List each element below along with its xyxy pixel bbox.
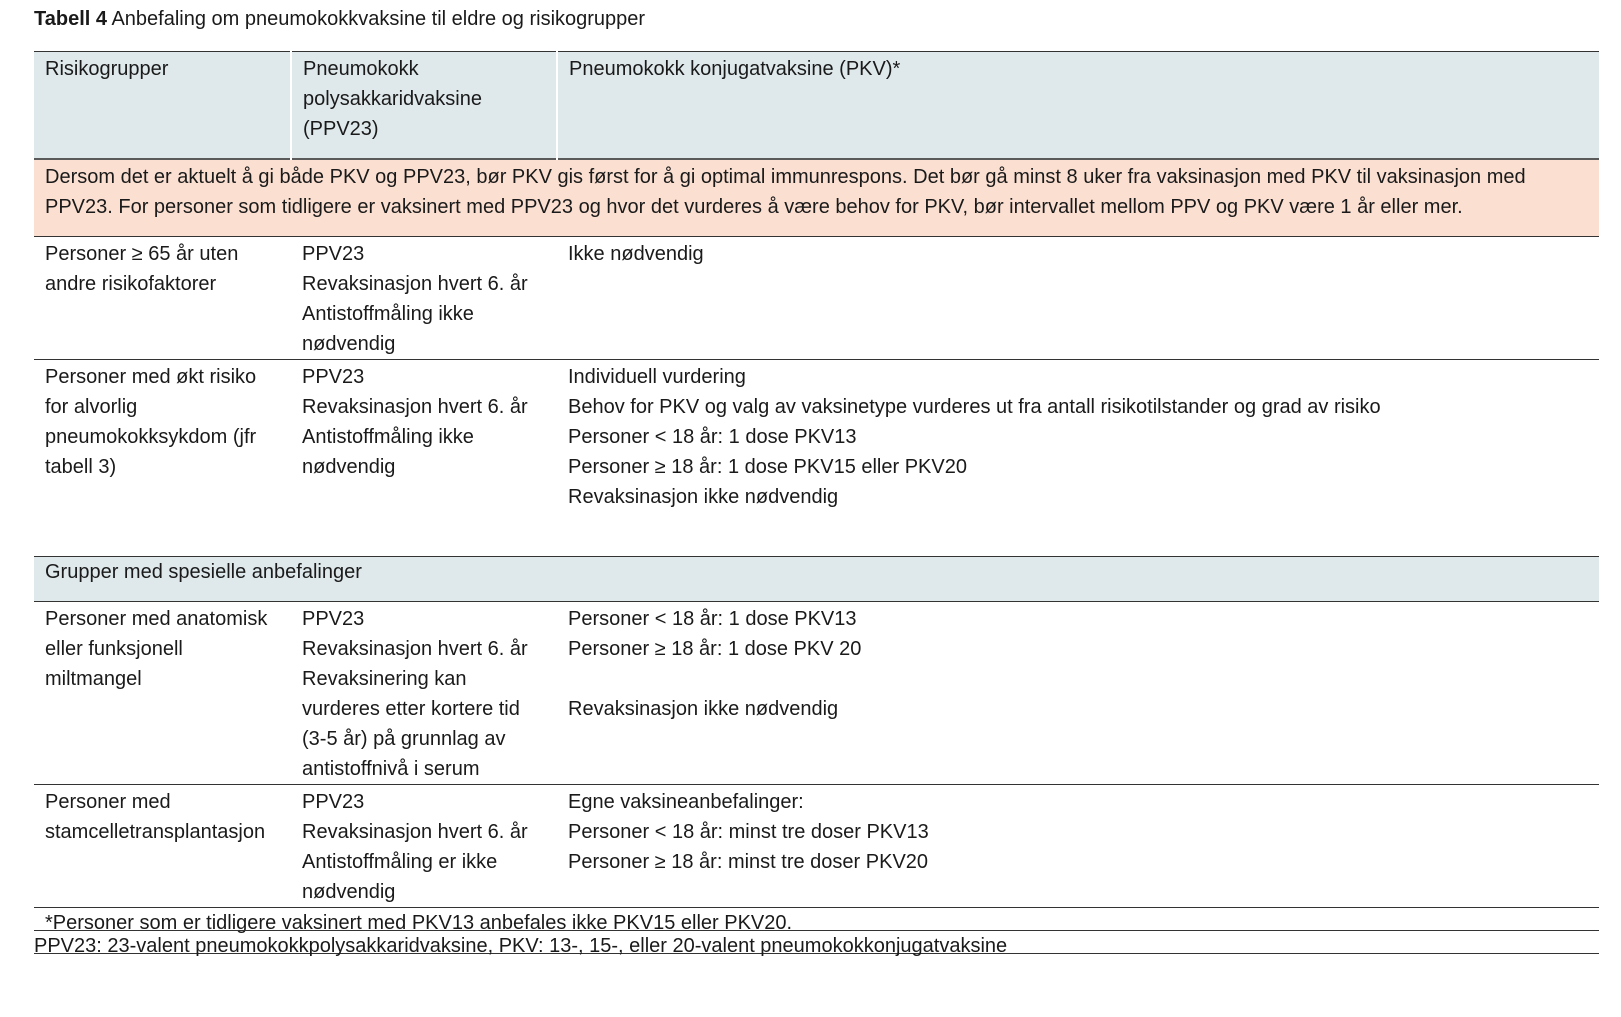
ppv-line: Revaksinering kan vurderes etter kortere tid (3-5 år) på grunnlag av antistoffnivå i serum [302, 668, 520, 780]
risk-group-cell [34, 602, 291, 785]
ppv-cell [291, 785, 557, 908]
special-groups-header-row [34, 557, 1599, 602]
ppv-cell [291, 602, 557, 785]
header-risk-groups: Risikogrupper [34, 52, 291, 160]
pkv-line: Revaksinasjon ikke nødvendig [568, 486, 839, 508]
ppv-cell [291, 360, 557, 557]
risk-group-label: Personer med stamcelletransplantasjon [45, 791, 266, 843]
pkv-line: Individuell vurdering [568, 366, 746, 388]
header-ppv23-label: Pneumokokk polysakkaridvaksine (PPV23) [303, 58, 482, 140]
table-caption [34, 6, 645, 32]
abbreviations-note: PPV23: 23-valent pneumokokkpolysakkaridvaksine, PKV: 13-, 15-, eller 20-valent pneumokokkonjugatvaksine [34, 930, 1599, 961]
pkv-line: Egne vaksineanbefalinger: [568, 791, 804, 813]
pkv-spacer [568, 664, 1589, 694]
ppv-line: Revaksinasjon hvert 6. år [302, 396, 528, 418]
header-pkv: Pneumokokk konjugatvaksine (PKV)* [557, 52, 1599, 160]
table-row [34, 785, 1599, 908]
pkv-line: Personer < 18 år: 1 dose PKV13 [568, 426, 857, 448]
pkv-line: Behov for PKV og valg av vaksinetype vurderes ut fra antall risikotilstander og grad av risiko [568, 396, 1381, 418]
header-ppv23 [291, 52, 557, 160]
recommendation-note: Dersom det er aktuelt å gi både PKV og PPV23, bør PKV gis først for å gi optimal immunrespons. Det bør gå minst 8 uker fra vaksinasjon med PKV til vaksinasjon med PPV23. For personer som tidligere er vaksinert med PPV23 og hvor det vurderes å være behov for PKV, bør intervallet mellom PPV og PKV være 1 år eller mer. [34, 159, 1599, 237]
pkv-cell [557, 237, 1599, 360]
risk-group-label: Personer med økt risiko for alvorlig pneumokokksykdom (jfr tabell 3) [45, 366, 257, 478]
risk-group-cell [34, 360, 291, 557]
ppv-line: PPV23 [302, 243, 365, 265]
risk-group-label: Personer ≥ 65 år uten andre risikofaktorer [45, 243, 239, 295]
ppv-line: Revaksinasjon hvert 6. år [302, 638, 528, 660]
recommendation-note-row [34, 159, 1599, 237]
pkv-cell [557, 360, 1599, 557]
ppv-line: Antistoffmåling ikke nødvendig [302, 426, 474, 478]
pkv-cell [557, 785, 1599, 908]
ppv-line: PPV23 [302, 608, 365, 630]
pkv-line: Personer < 18 år: 1 dose PKV13 [568, 608, 857, 630]
ppv-line: PPV23 [302, 791, 365, 813]
pkv-line: Personer < 18 år: minst tre doser PKV13 [568, 821, 929, 843]
ppv-line: Antistoffmåling er ikke nødvendig [302, 851, 498, 903]
pkv-line: Ikke nødvendig [568, 243, 704, 265]
table-row [34, 602, 1599, 785]
ppv-line: Revaksinasjon hvert 6. år [302, 821, 528, 843]
risk-group-cell [34, 237, 291, 360]
ppv-line: PPV23 [302, 366, 365, 388]
recommendation-table [34, 51, 1599, 954]
risk-group-label: Personer med anatomisk eller funksjonell miltmangel [45, 608, 268, 690]
table-row [34, 360, 1599, 557]
ppv-cell [291, 237, 557, 360]
pkv-cell [557, 602, 1599, 785]
table-header-row [34, 52, 1599, 160]
special-groups-header: Grupper med spesielle anbefalinger [34, 557, 1599, 602]
pkv-line: Personer ≥ 18 år: minst tre doser PKV20 [568, 851, 929, 873]
table-footnote: *Personer som er tidligere vaksinert med PKV13 anbefales ikke PKV15 eller PKV20. [34, 908, 1599, 954]
table-caption-label: Tabell 4 [34, 8, 107, 30]
pkv-line: Revaksinasjon ikke nødvendig [568, 698, 839, 720]
table-caption-text: Anbefaling om pneumokokkvaksine til eldre og risikogrupper [111, 8, 646, 30]
table-row [34, 237, 1599, 360]
pkv-line: Personer ≥ 18 år: 1 dose PKV 20 [568, 638, 862, 660]
pkv-line: Personer ≥ 18 år: 1 dose PKV15 eller PKV20 [568, 456, 967, 478]
risk-group-cell [34, 785, 291, 908]
ppv-line: Antistoffmåling ikke nødvendig [302, 303, 474, 355]
ppv-line: Revaksinasjon hvert 6. år [302, 273, 528, 295]
